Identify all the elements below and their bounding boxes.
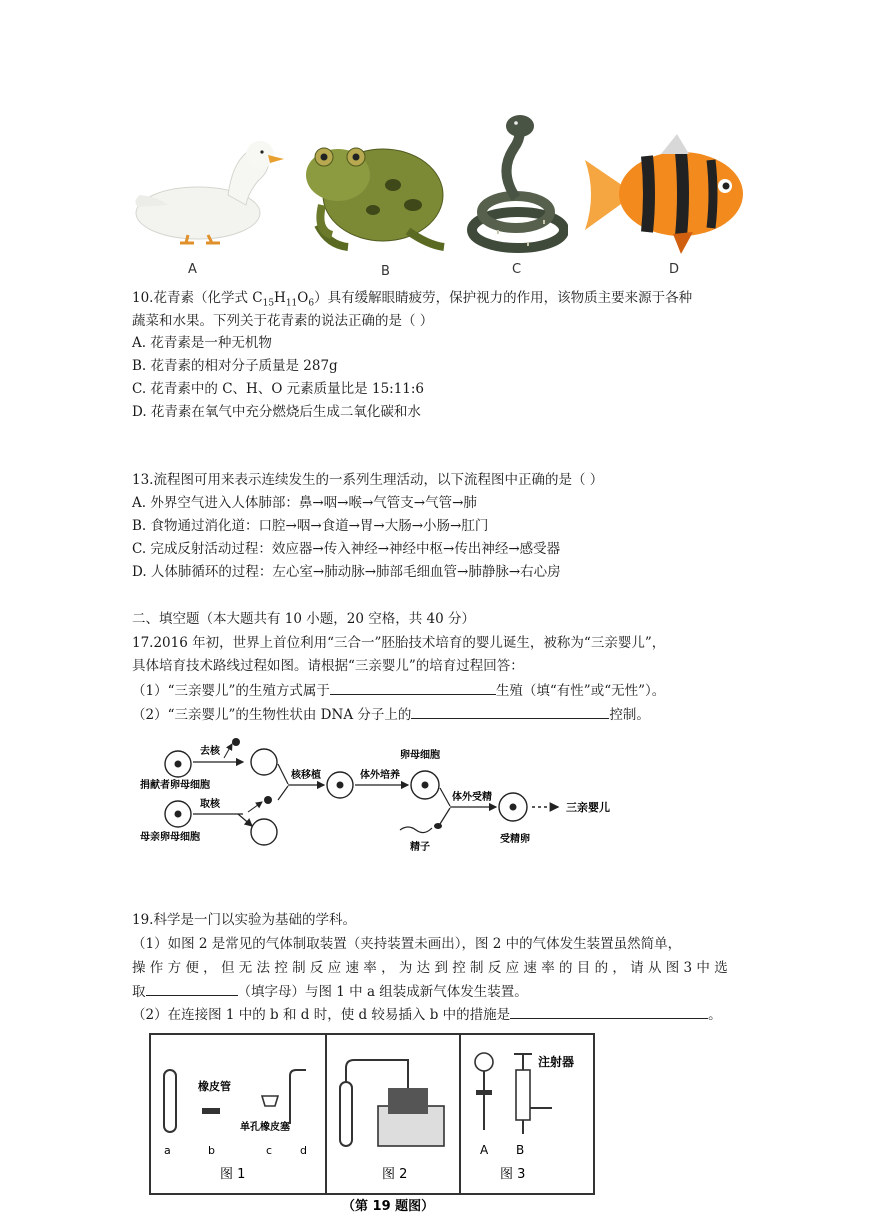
q17-part2: （2）“三亲婴儿”的生物性状由 DNA 分子上的 控制。 <box>132 704 650 725</box>
stopper-c <box>262 1096 278 1106</box>
q10-option-c: C. 花青素中的 C、H、O 元素质量比是 15:11:6 <box>132 381 425 397</box>
egg-cell-label: 卵母细胞 <box>400 750 440 761</box>
nuclear-transfer-label: 核移植 <box>291 770 321 781</box>
q10-stem: 10.花青素（化学式 $C_{15}H_{11}O_6$）具有缓解眼睛疲劳，保护视力的作用，该物质主要来源于各种 <box>132 290 693 309</box>
animal-label-d: D <box>669 262 680 277</box>
q13-stem: 13.流程图可用来表示连续发生的一系列生理活动，以下流程图中正确的是（ ） <box>132 472 604 488</box>
q19-figure-caption: （第 19 题图） <box>342 1199 435 1214</box>
fig2-test-tube <box>340 1082 352 1146</box>
take-nucleus-label: 取核 <box>200 799 220 810</box>
q10-option-b: B. 花青素的相对分子质量是 287g <box>132 358 338 374</box>
q17-diagram <box>138 736 638 856</box>
q19-line1: 19.科学是一门以实验为基础的学科。 <box>132 912 356 928</box>
glass-tube-d <box>290 1070 306 1124</box>
label-c: c <box>266 1144 273 1157</box>
fig3-label: 图 3 <box>500 1167 526 1182</box>
q17-blank-2[interactable] <box>411 704 609 719</box>
q17-line2: 具体培育技术路线过程如图。请根据“三亲婴儿”的培育过程回答： <box>132 658 524 674</box>
donor-egg-label: 捐献者卵母细胞 <box>140 780 210 791</box>
q19-part1-line1: （1）如图 2 是常见的气体制取装置（夹持装置未画出），图 2 中的气体发生装置虽然简单， <box>132 936 682 952</box>
mother-egg-label: 母亲卵母细胞 <box>140 832 200 843</box>
label-B: B <box>516 1143 525 1157</box>
animal-label-a: A <box>188 262 197 277</box>
frog-image <box>298 135 448 255</box>
fig2-label: 图 2 <box>382 1167 408 1182</box>
q19-part1-line2: 操 作 方 便 ， 但 无 法 控 制 反 应 速 率 ， 为 达 到 控 制 反 应 速 率 的 目 的 ， 请 从 图 3 中 选 <box>132 960 728 976</box>
q17-line1: 17.2016 年初，世界上首位利用“三合一”胚胎技术培育的婴儿诞生，被称为“三亲婴儿”， <box>132 635 666 651</box>
q19-blank-1[interactable] <box>146 981 238 996</box>
q13-option-c: C. 完成反射活动过程：效应器→传入神经→神经中枢→传出神经→感受器 <box>132 541 561 557</box>
q13-option-b: B. 食物通过消化道：口腔→咽→食道→胃→大肠→小肠→肛门 <box>132 518 489 534</box>
rubber-tube-b <box>202 1108 220 1114</box>
fig1-label: 图 1 <box>220 1167 246 1182</box>
in-vitro-culture-label: 体外培养 <box>360 770 400 781</box>
fertilized-egg-label: 受精卵 <box>500 834 530 845</box>
q19-figure <box>146 1030 606 1220</box>
q17-blank-1[interactable] <box>330 680 496 695</box>
mother-remaining-cell <box>251 819 277 845</box>
syringe-b <box>516 1070 530 1120</box>
sperm-label: 精子 <box>410 842 430 853</box>
q19-part1-line3: 取 （填字母）与图 1 中 a 组装成新气体发生装置。 <box>132 981 528 1002</box>
fish-image <box>577 130 747 258</box>
label-b: b <box>208 1144 215 1157</box>
enucleated-egg <box>251 749 277 775</box>
section-title: 二、填空题（本大题共有 10 小题，20 空格，共 40 分） <box>132 611 475 627</box>
animal-label-b: B <box>381 264 390 279</box>
snake-image <box>458 112 568 254</box>
q13-option-a: A. 外界空气进入人体肺部：鼻→咽→喉→气管支→气管→肺 <box>132 495 477 511</box>
q10-option-a: A. 花青素是一种无机物 <box>132 335 272 351</box>
q19-blank-2[interactable] <box>510 1004 708 1019</box>
q13-option-d: D. 人体肺循环的过程：左心室→肺动脉→肺部毛细血管→肺静脉→右心房 <box>132 564 561 580</box>
q10-option-d: D. 花青素在氧气中充分燃烧后生成二氧化碳和水 <box>132 404 421 420</box>
result-label: 三亲婴儿 <box>566 801 610 814</box>
remove-nucleus-label: 去核 <box>200 746 220 757</box>
rubber-tube-label: 橡皮管 <box>198 1080 231 1093</box>
q17-part1: （1）“三亲婴儿”的生殖方式属于 生殖（填“有性”或“无性”）。 <box>132 680 665 701</box>
single-hole-stopper-label: 单孔橡皮塞 <box>240 1122 290 1133</box>
funnel-a <box>475 1053 493 1071</box>
syringe-label: 注射器 <box>538 1055 575 1069</box>
animal-label-c: C <box>512 262 522 277</box>
q19-part2: （2）在连接图 1 中的 b 和 d 时，使 d 较易插入 b 中的措施是 。 <box>132 1004 722 1025</box>
in-vitro-fertilization-label: 体外受精 <box>452 792 492 803</box>
label-a: a <box>164 1144 171 1157</box>
label-d: d <box>300 1144 307 1157</box>
test-tube-a <box>164 1070 176 1132</box>
label-A: A <box>480 1143 489 1157</box>
duck-image <box>128 135 288 247</box>
q10-stem-line2: 蔬菜和水果。下列关于花青素的说法正确的是（ ） <box>132 313 434 329</box>
